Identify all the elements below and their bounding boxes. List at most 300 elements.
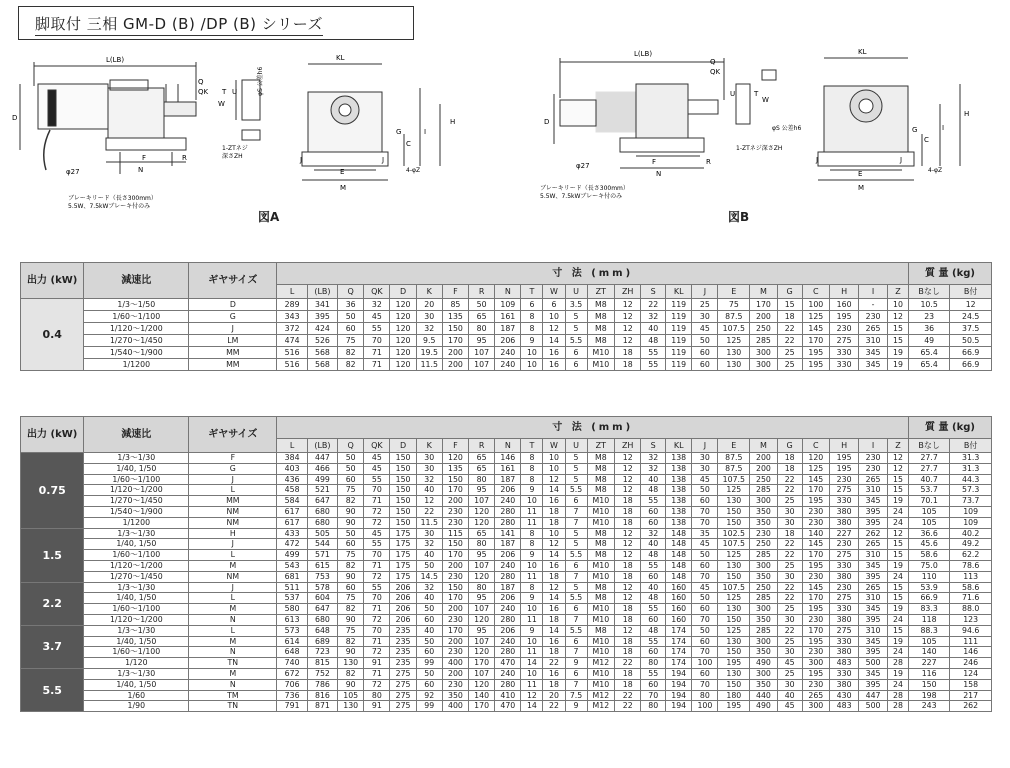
table-cell: 195 <box>802 347 830 359</box>
table-cell: 119 <box>666 359 692 371</box>
table-cell: 262 <box>859 528 888 539</box>
table-cell: 15 <box>888 539 909 550</box>
table-cell: 70 <box>364 593 390 604</box>
table-cell: M10 <box>587 359 615 371</box>
table-cell: M10 <box>587 668 615 679</box>
table-cell: 60 <box>692 604 718 615</box>
table-cell: 36 <box>908 323 949 335</box>
header-col: E <box>718 439 750 453</box>
table-cell: 25 <box>777 347 802 359</box>
table-cell: 195 <box>830 453 859 464</box>
table-cell: 474 <box>277 335 307 347</box>
table-cell: 227 <box>908 658 949 669</box>
table-cell: 18 <box>615 614 641 625</box>
header-output-kw: 出力 (kW) <box>21 417 84 453</box>
table-cell: 680 <box>307 517 337 528</box>
table-row <box>21 690 992 701</box>
table-cell: 119 <box>666 311 692 323</box>
table-cell: 230 <box>802 571 830 582</box>
table-cell: 18 <box>543 506 565 517</box>
table-cell: 125 <box>718 625 750 636</box>
table-cell: 230 <box>830 323 859 335</box>
table-cell: 18 <box>615 560 641 571</box>
table-cell: 230 <box>442 506 468 517</box>
table-cell: 10 <box>543 311 565 323</box>
table-cell: 90 <box>338 571 364 582</box>
table-cell: 470 <box>495 658 521 669</box>
table-cell: 107.5 <box>718 474 750 485</box>
table-cell: 82 <box>338 496 364 507</box>
table-cell: 25 <box>777 560 802 571</box>
table-cell: 60 <box>416 679 442 690</box>
table-cell: TN <box>189 658 277 669</box>
table-cell: 12 <box>416 496 442 507</box>
table-cell: 140 <box>802 528 830 539</box>
table-cell: 330 <box>830 560 859 571</box>
table-cell: MM <box>189 347 277 359</box>
table-cell: M10 <box>587 506 615 517</box>
table-row <box>21 550 992 561</box>
table-cell: 526 <box>307 335 337 347</box>
table-cell: 150 <box>718 517 750 528</box>
header-col: I <box>859 285 888 299</box>
header-col: I <box>859 439 888 453</box>
table-cell: 22 <box>777 323 802 335</box>
table-cell: 230 <box>802 614 830 625</box>
table-cell: 87.5 <box>718 463 750 474</box>
spec-table-0.4kw <box>20 262 992 371</box>
table-cell: 350 <box>750 647 778 658</box>
table-cell: 49.2 <box>950 539 992 550</box>
table-row <box>21 506 992 517</box>
table-cell: 70 <box>641 690 666 701</box>
header-col: QK <box>364 285 390 299</box>
header-gear-size: ギヤサイズ <box>189 417 277 453</box>
svg-text:U: U <box>232 88 238 96</box>
table-cell: 395 <box>859 517 888 528</box>
table-cell: 187 <box>495 539 521 550</box>
table-cell: 71 <box>364 347 390 359</box>
table-cell: 395 <box>307 311 337 323</box>
table-cell: 30 <box>777 614 802 625</box>
svg-text:T: T <box>222 88 227 96</box>
table-cell: 10 <box>521 496 543 507</box>
table-cell: 65 <box>469 528 495 539</box>
table-cell: 75 <box>338 625 364 636</box>
table-cell: 160 <box>666 614 692 625</box>
table-cell: 60 <box>641 647 666 658</box>
table-cell: 195 <box>802 496 830 507</box>
table-cell: L <box>189 550 277 561</box>
table-cell: 70 <box>692 647 718 658</box>
table-cell: M8 <box>587 625 615 636</box>
table-cell: 200 <box>750 453 778 464</box>
table-cell: 345 <box>859 604 888 615</box>
table-cell: 1/120～1/200 <box>84 560 189 571</box>
table-cell: TN <box>189 701 277 712</box>
table-cell: 505 <box>307 528 337 539</box>
table-cell: 22 <box>777 485 802 496</box>
table-cell: TM <box>189 690 277 701</box>
table-cell: 70 <box>692 614 718 625</box>
table-cell: 18 <box>543 517 565 528</box>
table-cell: 32 <box>641 528 666 539</box>
table-cell: 66.9 <box>950 347 992 359</box>
table-cell: 40 <box>416 593 442 604</box>
table-cell: 250 <box>750 539 778 550</box>
table-cell: M8 <box>587 323 615 335</box>
table-cell: 6 <box>565 560 587 571</box>
table-cell: 50 <box>416 668 442 679</box>
table-cell: 310 <box>859 550 888 561</box>
table-cell: 60 <box>416 647 442 658</box>
table-cell: 107 <box>469 496 495 507</box>
table-cell: 107.5 <box>718 539 750 550</box>
table-row <box>21 463 992 474</box>
table-cell: 265 <box>859 474 888 485</box>
table-cell: 647 <box>307 496 337 507</box>
table-cell: 150 <box>442 539 468 550</box>
table-cell: 1/120～1/200 <box>84 614 189 625</box>
table-cell: 18 <box>543 614 565 625</box>
table-cell: 1/3～1/30 <box>84 528 189 539</box>
table-cell: 105 <box>908 636 949 647</box>
table-cell: 206 <box>495 593 521 604</box>
table-cell: 19 <box>888 359 909 371</box>
table-cell: 5 <box>565 582 587 593</box>
table-cell: 40.7 <box>908 474 949 485</box>
table-row <box>21 636 992 647</box>
table-cell: 280 <box>495 679 521 690</box>
table-cell: 300 <box>750 359 778 371</box>
table-cell: 75 <box>338 335 364 347</box>
table-cell: 516 <box>277 347 307 359</box>
table-cell: 40 <box>416 625 442 636</box>
table-cell: 200 <box>442 604 468 615</box>
table-cell: 35 <box>692 528 718 539</box>
table-cell: 240 <box>495 668 521 679</box>
table-cell: 6 <box>565 347 587 359</box>
table-cell: 1/270～1/450 <box>84 571 189 582</box>
brake-note-b: 5.5W、7.5kWブレーキ付のみ <box>540 193 623 200</box>
header-ratio: 減速比 <box>84 263 189 299</box>
table-cell: 310 <box>859 625 888 636</box>
table-cell: 9 <box>521 593 543 604</box>
table-cell: 12 <box>615 625 641 636</box>
table-cell: 125 <box>802 463 830 474</box>
table-cell: 45 <box>692 539 718 550</box>
svg-text:M: M <box>858 184 865 192</box>
table-cell: 161 <box>495 463 521 474</box>
table-row <box>21 359 992 371</box>
table-cell: 22 <box>543 658 565 669</box>
table-cell: M10 <box>587 347 615 359</box>
table-cell: 140 <box>469 690 495 701</box>
table-cell: G <box>189 463 277 474</box>
table-cell: 125 <box>718 550 750 561</box>
header-col: M <box>750 439 778 453</box>
table-cell: 200 <box>442 636 468 647</box>
table-cell: 12 <box>615 323 641 335</box>
table-cell: 1/60～1/100 <box>84 604 189 615</box>
header-col: G <box>777 285 802 299</box>
table-cell: 75 <box>718 299 750 311</box>
table-cell: 16 <box>543 347 565 359</box>
table-cell: 80 <box>469 474 495 485</box>
table-cell: 150 <box>390 506 416 517</box>
table-cell: 57.3 <box>950 485 992 496</box>
spec-table-0.75-5.5kw <box>20 416 992 712</box>
table-cell: 119 <box>666 323 692 335</box>
table-cell: 95 <box>469 485 495 496</box>
table-cell: - <box>859 299 888 311</box>
table-cell: 60 <box>692 347 718 359</box>
table-cell: 380 <box>830 571 859 582</box>
table-cell: 200 <box>442 496 468 507</box>
table-cell: 40 <box>416 485 442 496</box>
header-col: ZH <box>615 439 641 453</box>
table-cell: 91 <box>364 658 390 669</box>
table-cell: 246 <box>950 658 992 669</box>
table-cell: 55 <box>641 496 666 507</box>
table-cell: M8 <box>587 299 615 311</box>
table-cell: 19 <box>888 636 909 647</box>
table-cell: 345 <box>859 496 888 507</box>
table-cell: 170 <box>442 593 468 604</box>
table-cell: 12 <box>521 690 543 701</box>
table-cell: 195 <box>718 701 750 712</box>
table-cell: 19 <box>888 668 909 679</box>
svg-text:J: J <box>300 156 303 164</box>
header-col: Q <box>338 439 364 453</box>
table-cell: 614 <box>277 636 307 647</box>
table-cell: 30 <box>692 311 718 323</box>
table-cell: 22 <box>777 550 802 561</box>
table-cell: 14 <box>543 550 565 561</box>
header-dimensions: 寸 法 (mm) <box>277 263 909 285</box>
table-cell: 12 <box>888 463 909 474</box>
brake-lead-a: ブレーキリード（長さ300mm） <box>68 195 157 202</box>
table-cell: 148 <box>666 560 692 571</box>
table-cell: 170 <box>802 335 830 347</box>
table-cell: 5 <box>565 463 587 474</box>
table-cell: 120 <box>390 335 416 347</box>
table-cell: 150 <box>718 614 750 625</box>
table-cell: 265 <box>859 582 888 593</box>
table-cell: 285 <box>750 625 778 636</box>
brake-lead-b: ブレーキリード（長さ300mm） <box>540 185 629 192</box>
table-cell: 23 <box>908 311 949 323</box>
table-cell: 706 <box>277 679 307 690</box>
table-cell: 235 <box>390 647 416 658</box>
table-cell: 175 <box>390 528 416 539</box>
header-ratio: 減速比 <box>84 417 189 453</box>
table-cell: 78.6 <box>950 560 992 571</box>
table-cell: 119 <box>666 347 692 359</box>
table-cell: 55 <box>364 474 390 485</box>
table-cell: 12 <box>615 485 641 496</box>
table-cell: 50 <box>692 550 718 561</box>
svg-text:E: E <box>858 170 863 178</box>
table-cell: 25 <box>777 604 802 615</box>
table-cell: 12 <box>615 311 641 323</box>
table-cell: 31.3 <box>950 463 992 474</box>
table-cell: 24 <box>888 517 909 528</box>
header-col: (LB) <box>307 439 337 453</box>
table-cell: F <box>189 453 277 464</box>
table-cell: 14 <box>543 625 565 636</box>
header-col: Z <box>888 439 909 453</box>
table-cell: 571 <box>307 550 337 561</box>
table-cell: 72 <box>364 517 390 528</box>
table-cell: 458 <box>277 485 307 496</box>
table-cell: 40.2 <box>950 528 992 539</box>
table-cell: 604 <box>307 593 337 604</box>
table-cell: 49 <box>908 335 949 347</box>
table-cell: 110 <box>908 571 949 582</box>
table-cell: 140 <box>908 647 949 658</box>
table-cell: 71 <box>364 560 390 571</box>
table-cell: M10 <box>587 571 615 582</box>
table-cell: 45 <box>364 463 390 474</box>
svg-text:U: U <box>730 90 736 98</box>
table-cell: 32 <box>641 311 666 323</box>
table-cell: 395 <box>859 679 888 690</box>
table-cell: M8 <box>587 474 615 485</box>
table-cell: 109 <box>495 299 521 311</box>
table-cell: 107.5 <box>718 582 750 593</box>
table-cell: 14 <box>521 658 543 669</box>
table-cell: 1/60 <box>84 690 189 701</box>
table-cell: 436 <box>277 474 307 485</box>
table-cell: MM <box>189 496 277 507</box>
table-cell: 499 <box>307 474 337 485</box>
table-cell: 22 <box>543 701 565 712</box>
table-cell: 350 <box>750 679 778 690</box>
table-cell: 250 <box>750 323 778 335</box>
table-cell: 16 <box>543 359 565 371</box>
table-cell: 275 <box>390 690 416 701</box>
table-cell: 815 <box>307 658 337 669</box>
table-cell: 100 <box>692 658 718 669</box>
table-cell: 310 <box>859 485 888 496</box>
svg-text:F: F <box>652 158 657 166</box>
table-cell: 130 <box>338 658 364 669</box>
table-cell: 32 <box>416 323 442 335</box>
table-cell: 195 <box>802 668 830 679</box>
table-cell: 150 <box>390 496 416 507</box>
table-cell: 138 <box>666 453 692 464</box>
table-cell: 380 <box>830 614 859 625</box>
table-cell: 82 <box>338 359 364 371</box>
table-cell: 58.6 <box>950 582 992 593</box>
table-cell: M8 <box>587 528 615 539</box>
table-cell: 37.5 <box>950 323 992 335</box>
table-cell: M12 <box>587 690 615 701</box>
table-cell: 791 <box>277 701 307 712</box>
table-cell: 230 <box>859 463 888 474</box>
table-cell: 194 <box>666 690 692 701</box>
table-cell: 160 <box>666 604 692 615</box>
table-cell: 5.5 <box>565 485 587 496</box>
header-col: KL <box>666 285 692 299</box>
table-cell: 91 <box>364 701 390 712</box>
table-cell: 60 <box>641 571 666 582</box>
header-col: L <box>277 285 307 299</box>
figure-b-label: 図B <box>728 210 750 224</box>
table-cell: M12 <box>587 701 615 712</box>
table-cell: 50 <box>338 528 364 539</box>
table-cell: 109 <box>950 517 992 528</box>
table-cell: M <box>189 604 277 615</box>
table-cell: 72 <box>364 647 390 658</box>
svg-text:D: D <box>12 114 18 122</box>
table-cell: 25 <box>777 636 802 647</box>
table-cell: 9.5 <box>416 335 442 347</box>
table-cell: 48 <box>641 335 666 347</box>
table-cell: 40 <box>641 539 666 550</box>
table-cell: 130 <box>718 347 750 359</box>
table-cell: N <box>189 614 277 625</box>
table-cell: 10 <box>521 636 543 647</box>
table-cell: 50 <box>416 604 442 615</box>
table-cell: 48 <box>641 593 666 604</box>
table-cell: 395 <box>859 614 888 625</box>
table-cell: 30 <box>416 453 442 464</box>
table-cell: 120 <box>469 679 495 690</box>
header-col: H <box>830 439 859 453</box>
svg-text:QK: QK <box>198 88 209 96</box>
table-cell: NM <box>189 517 277 528</box>
table-cell: 32 <box>364 299 390 311</box>
table-cell: 300 <box>750 560 778 571</box>
table-cell: 345 <box>859 560 888 571</box>
table-cell: 120 <box>390 323 416 335</box>
table-cell: 125 <box>802 311 830 323</box>
table-cell: 16 <box>543 636 565 647</box>
table-row <box>21 614 992 625</box>
table-cell: 22 <box>615 701 641 712</box>
table-cell: 6 <box>565 496 587 507</box>
table-cell: 158 <box>950 679 992 690</box>
table-cell: 82 <box>338 347 364 359</box>
table-cell: 5 <box>565 311 587 323</box>
table-cell: 5 <box>565 474 587 485</box>
header-col: K <box>416 439 442 453</box>
table-cell: 12 <box>615 474 641 485</box>
table-cell: 120 <box>442 453 468 464</box>
table-cell: 145 <box>802 323 830 335</box>
header-mass-with-brake: B付 <box>950 285 992 299</box>
header-col: N <box>495 439 521 453</box>
table-cell: 6 <box>565 668 587 679</box>
table-cell: 11 <box>521 647 543 658</box>
table-cell: 753 <box>307 571 337 582</box>
table-cell: 95 <box>469 550 495 561</box>
table-cell: 58.6 <box>908 550 949 561</box>
table-cell: 150 <box>718 571 750 582</box>
table-cell: 138 <box>666 474 692 485</box>
header-col: C <box>802 285 830 299</box>
table-cell: NM <box>189 506 277 517</box>
table-cell: 150 <box>390 485 416 496</box>
table-cell: 125 <box>718 335 750 347</box>
table-cell: 265 <box>859 539 888 550</box>
table-cell: 1/40, 1/50 <box>84 679 189 690</box>
table-cell: 150 <box>390 463 416 474</box>
table-cell: 613 <box>277 614 307 625</box>
table-cell: 120 <box>469 506 495 517</box>
